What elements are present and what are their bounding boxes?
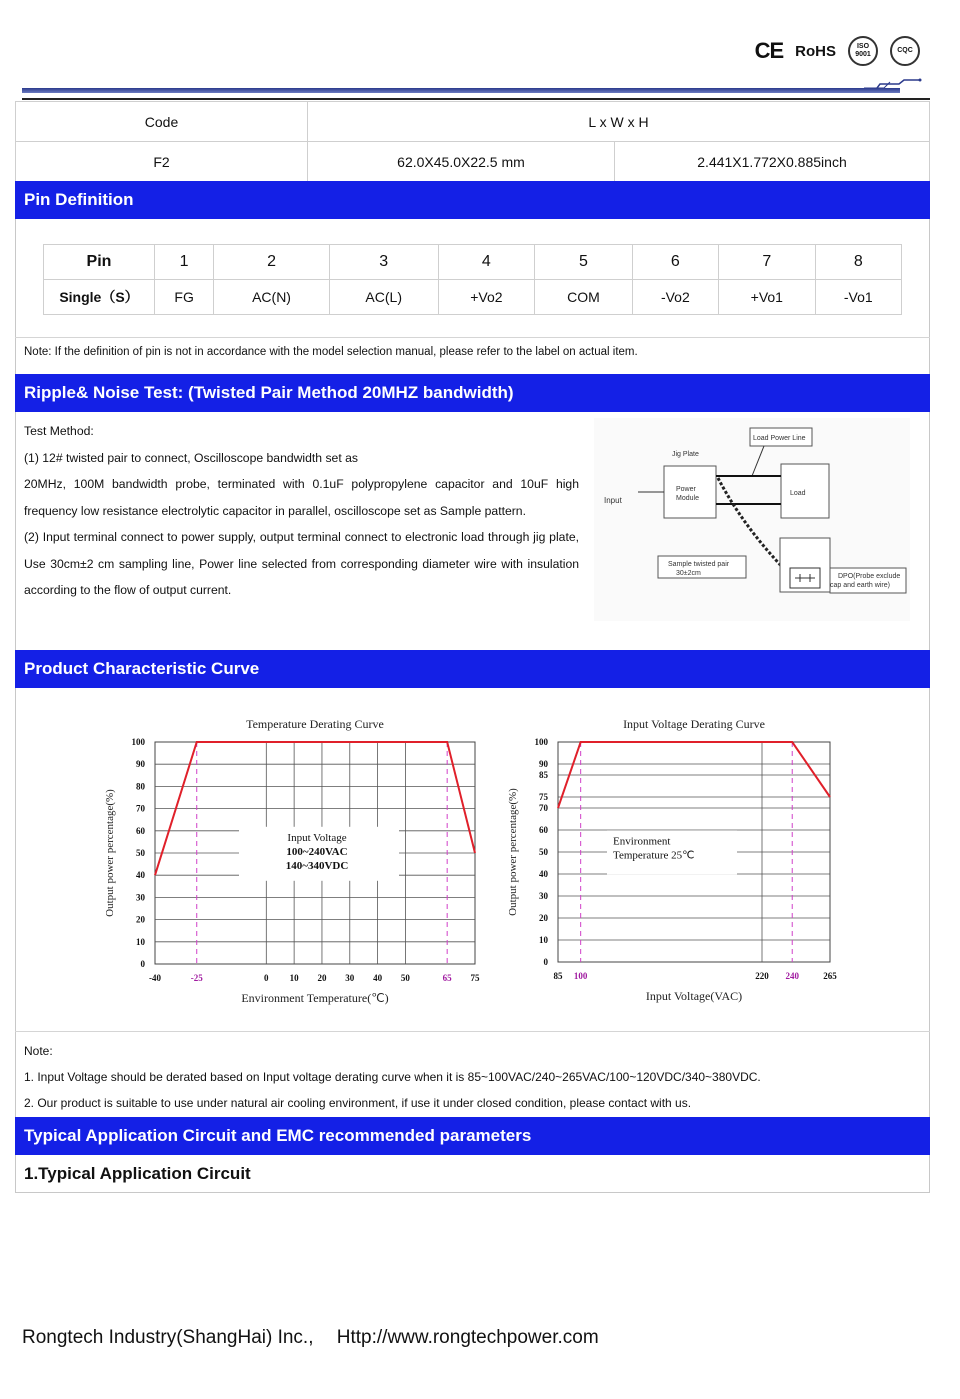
y-tick-label: 60 xyxy=(136,825,145,836)
ripple-title: Ripple& Noise Test: (Twisted Pair Method 20MHZ bandwidth) xyxy=(15,374,930,412)
chart-title: Temperature Derating Curve xyxy=(246,717,384,731)
y-tick-label: 40 xyxy=(539,869,548,879)
x-tick-label: 240 xyxy=(785,971,799,981)
note-1: 1. Input Voltage should be derated based on Input voltage derating curve when it is 85~100VAC/240~265VAC/100~120VDC/340~380VDC. xyxy=(24,1070,761,1084)
y-tick-label: 40 xyxy=(136,870,145,881)
y-tick-label: 10 xyxy=(539,935,548,945)
curve-notes xyxy=(15,1031,930,1116)
x-tick-label: 220 xyxy=(755,971,769,981)
pin-definition-title: Pin Definition xyxy=(15,181,930,219)
pin-cell: 4 xyxy=(438,245,535,280)
pin-cell: 3 xyxy=(329,245,438,280)
pin-cell: 6 xyxy=(632,245,718,280)
function-cell: AC(N) xyxy=(214,280,330,315)
diagram-dpo-label-2: cap and earth wire) xyxy=(830,582,890,589)
annotation-text: 100~240VAC xyxy=(286,845,348,858)
input-voltage-derating-chart xyxy=(507,717,837,1003)
pin-label: Pin xyxy=(44,245,155,280)
pin-cell: 5 xyxy=(535,245,633,280)
pin-cell: 2 xyxy=(214,245,330,280)
rohs-mark: RoHS xyxy=(795,42,836,60)
pin-table xyxy=(43,244,902,315)
size-mm: 62.0X45.0X22.5 mm xyxy=(308,142,615,182)
notes-label: Note: xyxy=(24,1044,53,1058)
function-cell: COM xyxy=(535,280,633,315)
diagram-input-label: Input xyxy=(604,496,622,505)
diagram-sample-length: 30±2cm xyxy=(676,570,701,577)
x-tick-label: 85 xyxy=(553,971,563,981)
single-label: Single（S） xyxy=(44,280,155,315)
method-p1a: (1) 12# twisted pair to connect, Oscilloscope bandwidth set as xyxy=(24,450,358,465)
annotation-text: Input Voltage xyxy=(287,831,347,844)
diagram-jig-plate: Jig Plate xyxy=(672,451,699,458)
x-tick-label: -25 xyxy=(190,973,203,983)
y-tick-label: 10 xyxy=(136,936,145,947)
x-tick-label: 65 xyxy=(442,973,452,983)
curve-title: Product Characteristic Curve xyxy=(15,650,930,688)
x-tick-label: 50 xyxy=(400,973,410,983)
ripple-test-diagram xyxy=(594,418,910,621)
y-tick-label: 85 xyxy=(539,770,548,780)
ce-mark: CE xyxy=(754,38,784,63)
diagram-load-label: Load xyxy=(790,490,806,497)
y-tick-label: 70 xyxy=(136,803,145,814)
diagram-sample-label: Sample twisted pair xyxy=(668,561,730,568)
x-tick-label: 75 xyxy=(470,973,480,983)
y-tick-label: 75 xyxy=(539,792,548,802)
method-p2: (2) Input terminal connect to power supply, output terminal connect to electronic load through jig plate, Use 30cm±2 cm sampling line, Power line selected from corresponding diameter wire with insulation according to the flow of output current. xyxy=(24,530,579,597)
x-axis-label: Environment Temperature(℃) xyxy=(241,991,389,1005)
y-tick-label: 30 xyxy=(539,891,548,901)
x-tick-label: 30 xyxy=(345,973,355,983)
method-label: Test Method: xyxy=(24,424,94,438)
temperature-derating-chart xyxy=(104,717,480,1005)
pin-note: Note: If the definition of pin is not in accordance with the model selection manual, please refer to the label on actual item. xyxy=(15,337,930,373)
diagram-module-label: Module xyxy=(676,495,699,502)
x-tick-label: 265 xyxy=(823,971,837,981)
annotation-text: Temperature 25℃ xyxy=(613,849,695,862)
y-tick-label: 100 xyxy=(534,737,548,747)
pin-function-row xyxy=(44,280,902,315)
note-2: 2. Our product is suitable to use under natural air cooling environment, if use it under closed condition, please contact with us. xyxy=(24,1096,692,1110)
y-axis-label: Output power percentage(%) xyxy=(104,789,116,917)
y-tick-label: 90 xyxy=(136,759,145,770)
function-cell: +Vo2 xyxy=(438,280,535,315)
certification-marks xyxy=(755,36,920,66)
size-header: L x W x H xyxy=(308,102,930,142)
x-tick-label: 10 xyxy=(289,973,299,983)
header-rule-dark xyxy=(22,98,930,100)
x-tick-label: -40 xyxy=(149,973,161,983)
diagram-dpo-label: DPO(Probe exclude xyxy=(838,573,901,580)
x-tick-label: 0 xyxy=(264,973,269,983)
cqc-seal-icon: CQC xyxy=(890,36,920,66)
typical-subtitle: 1.Typical Application Circuit xyxy=(15,1155,930,1193)
iso-seal-icon: ISO 9001 xyxy=(848,36,878,66)
y-tick-label: 0 xyxy=(140,959,145,969)
footer-url[interactable]: Http://www.rongtechpower.com xyxy=(336,1327,599,1348)
method-p1b: 20MHz, 100M bandwidth probe, terminated with 0.1uF polypropylene capacitor and 10uF high frequency low resistance electrolytic capacitor in parallel, oscilloscope set as Sample pattern. xyxy=(24,477,579,518)
y-tick-label: 70 xyxy=(539,803,548,813)
function-cell: +Vo1 xyxy=(719,280,816,315)
x-tick-label: 100 xyxy=(573,971,588,981)
y-axis-label: Output power percentage(%) xyxy=(507,788,519,916)
function-cell: -Vo1 xyxy=(815,280,901,315)
y-tick-label: 50 xyxy=(539,847,548,857)
pin-cell: 7 xyxy=(719,245,816,280)
dimensions-table xyxy=(15,101,930,182)
footer xyxy=(22,1327,617,1349)
diagram-power-label: Power xyxy=(676,486,696,493)
y-tick-label: 100 xyxy=(131,737,145,747)
function-cell: AC(L) xyxy=(329,280,438,315)
size-inch: 2.441X1.772X0.885inch xyxy=(615,142,930,182)
y-tick-label: 80 xyxy=(136,781,145,792)
diagram-load-power-line: Load Power Line xyxy=(753,435,806,442)
y-tick-label: 50 xyxy=(136,848,145,858)
function-cell: -Vo2 xyxy=(632,280,718,315)
y-tick-label: 30 xyxy=(136,892,145,903)
x-tick-label: 20 xyxy=(317,973,327,983)
code-header: Code xyxy=(16,102,308,142)
pin-number-row xyxy=(44,245,902,280)
y-tick-label: 90 xyxy=(539,759,548,769)
x-axis-label: Input Voltage(VAC) xyxy=(645,989,743,1003)
code-value: F2 xyxy=(16,142,308,182)
annotation-text: 140~340VDC xyxy=(285,859,349,872)
chart-title: Input Voltage Derating Curve xyxy=(623,717,765,731)
typical-title: Typical Application Circuit and EMC recommended parameters xyxy=(15,1117,930,1155)
derating-curves xyxy=(15,688,930,1031)
header-rule xyxy=(22,88,900,93)
y-tick-label: 20 xyxy=(136,914,145,925)
y-tick-label: 20 xyxy=(539,913,548,923)
ripple-method-text xyxy=(24,418,579,604)
function-cell: FG xyxy=(155,280,214,315)
annotation-text: Environment xyxy=(613,835,671,848)
pin-cell: 8 xyxy=(815,245,901,280)
y-tick-label: 0 xyxy=(543,957,548,967)
x-tick-label: 40 xyxy=(373,973,383,983)
y-tick-label: 60 xyxy=(539,825,548,835)
footer-company: Rongtech Industry(ShangHai) Inc., xyxy=(22,1327,314,1348)
pin-cell: 1 xyxy=(155,245,214,280)
